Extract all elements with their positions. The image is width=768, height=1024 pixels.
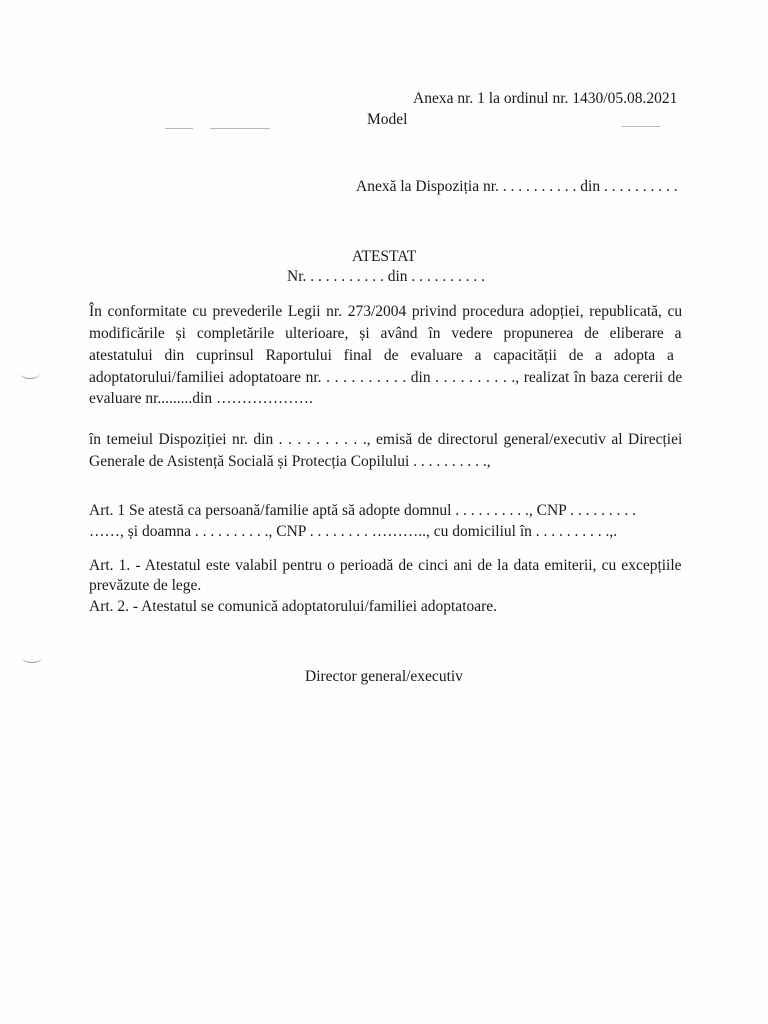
punch-hole-mark bbox=[20, 368, 40, 379]
article-1-validity-line-2: prevăzute de lege. bbox=[89, 577, 202, 594]
paragraph-1-line-2: modificările și completările ulterioare, și având în vedere propunerea de eliberare a bbox=[89, 325, 682, 342]
scan-artifact bbox=[210, 128, 270, 129]
paragraph-2-line-2: Generale de Asistență Socială și Protecția Copilului . . . . . . . . . ., bbox=[89, 453, 491, 470]
paragraph-1-line-5: evaluare nr.........din ………………. bbox=[89, 390, 313, 407]
paragraph-1-line-1: În conformitate cu prevederile Legii nr. 273/2004 privind procedura adopției, republicată, cu bbox=[89, 303, 683, 320]
paragraph-1-line-4: adoptatorului/familiei adoptatoare nr. . . . . . . . . . . din . . . . . . . . . ., realizat în baza cererii de bbox=[89, 369, 683, 386]
annex-disposition: Anexă la Dispoziția nr. . . . . . . . . . . din . . . . . . . . . . bbox=[356, 178, 678, 195]
document-title: ATESTAT bbox=[352, 248, 417, 265]
paragraph-1-line-3: atestatului din cuprinsul Raportului final de evaluare a capacității de a adopta a bbox=[89, 347, 674, 364]
model-label: Model bbox=[367, 111, 408, 128]
document-number: Nr. . . . . . . . . . . din . . . . . . . . . . bbox=[287, 268, 486, 285]
article-1-attest-line-1: Art. 1 Se atestă ca persoană/familie aptă să adopte domnul . . . . . . . . . ., CNP . . . . . . . . . bbox=[89, 502, 636, 519]
paragraph-2-line-1: în temeiul Dispoziției nr. din . . . . . . . . . ., emisă de directorul general/executiv al Direcției bbox=[89, 431, 683, 448]
annex-reference: Anexa nr. 1 la ordinul nr. 1430/05.08.2021 bbox=[413, 90, 678, 107]
signature-title: Director general/executiv bbox=[305, 668, 463, 685]
scan-artifact bbox=[622, 126, 660, 127]
article-1-attest-line-2: ……, și doamna . . . . . . . . . ., CNP . . . . . . . . ……….., cu domiciliul în . . . . . . . . . .,. bbox=[89, 523, 618, 540]
punch-hole-mark bbox=[22, 652, 42, 663]
article-2: Art. 2. - Atestatul se comunică adoptatorului/familiei adoptatoare. bbox=[89, 598, 498, 615]
scan-artifact bbox=[165, 128, 193, 129]
article-1-validity-line-1: Art. 1. - Atestatul este valabil pentru o perioadă de cinci ani de la data emiterii, cu excepțiile bbox=[89, 557, 682, 574]
